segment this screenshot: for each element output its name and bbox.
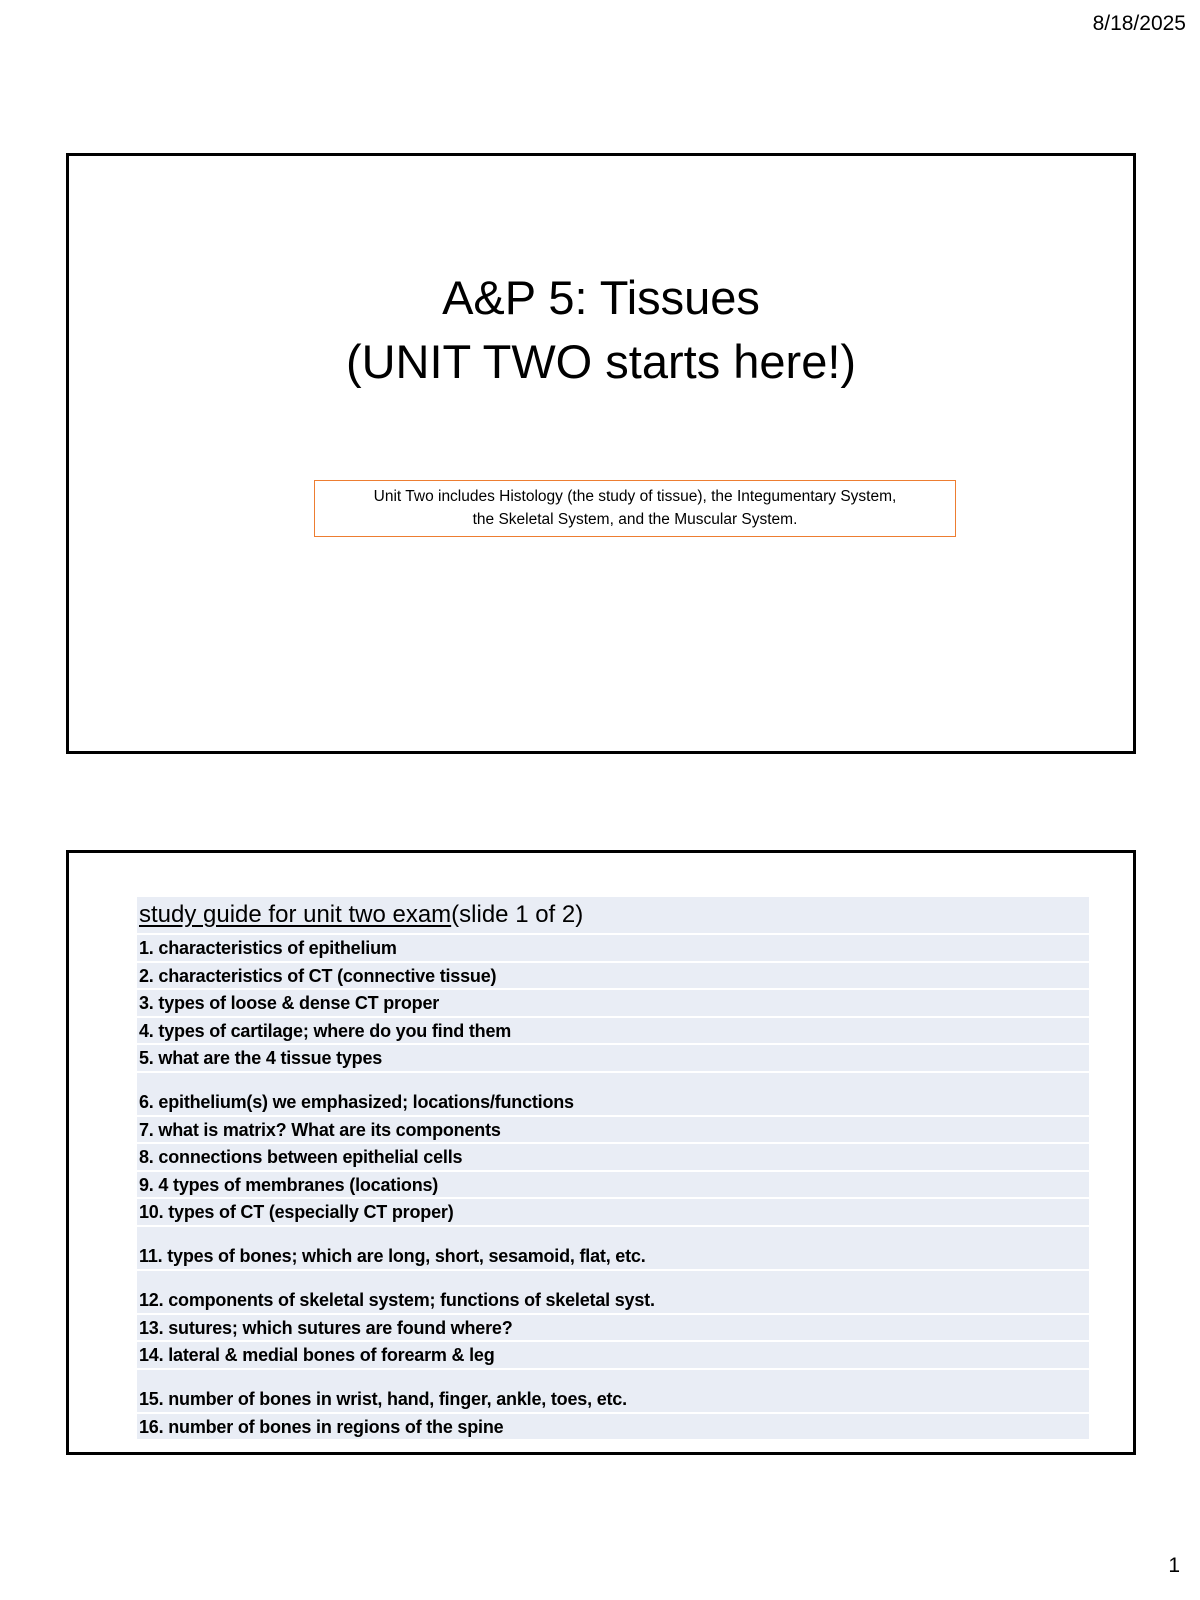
study-guide-heading: study guide for unit two exam — [139, 901, 452, 928]
study-guide-table — [137, 897, 1089, 1441]
slide-title-line-2: (UNIT TWO starts here!) — [345, 335, 857, 388]
study-guide-header — [137, 897, 1089, 935]
study-guide-item: 9. 4 types of membranes (locations) — [137, 1172, 1089, 1200]
study-guide-item: 8. connections between epithelial cells — [137, 1144, 1089, 1172]
study-guide-item: 6. epithelium(s) we emphasized; locations/functions — [137, 1073, 1089, 1117]
study-guide-item: 13. sutures; which sutures are found where? — [137, 1315, 1089, 1343]
slide-title — [69, 266, 1133, 394]
page-number: 1 — [1168, 1554, 1180, 1577]
study-guide-item: 7. what is matrix? What are its components — [137, 1117, 1089, 1145]
study-guide-item: 1. characteristics of epithelium — [137, 935, 1089, 963]
slide-title-line-1: A&P 5: Tissues — [442, 271, 760, 324]
study-guide-item: 12. components of skeletal system; functions of skeletal syst. — [137, 1271, 1089, 1315]
slide-title-card — [66, 153, 1136, 754]
unit-description-line-2: the Skeletal System, and the Muscular System. — [472, 511, 798, 528]
print-date: 8/18/2025 — [1092, 12, 1186, 35]
study-guide-item: 16. number of bones in regions of the spine — [137, 1414, 1089, 1442]
study-guide-slide-count: (slide 1 of 2) — [451, 901, 584, 928]
study-guide-item: 14. lateral & medial bones of forearm & leg — [137, 1342, 1089, 1370]
study-guide-item: 5. what are the 4 tissue types — [137, 1045, 1089, 1073]
unit-description-box — [314, 480, 956, 537]
slide-study-guide — [66, 850, 1136, 1455]
study-guide-item: 10. types of CT (especially CT proper) — [137, 1199, 1089, 1227]
study-guide-item: 2. characteristics of CT (connective tissue) — [137, 963, 1089, 991]
study-guide-item: 4. types of cartilage; where do you find them — [137, 1018, 1089, 1046]
study-guide-item: 3. types of loose & dense CT proper — [137, 990, 1089, 1018]
study-guide-item: 11. types of bones; which are long, short, sesamoid, flat, etc. — [137, 1227, 1089, 1271]
study-guide-item: 15. number of bones in wrist, hand, finger, ankle, toes, etc. — [137, 1370, 1089, 1414]
unit-description-line-1: Unit Two includes Histology (the study of tissue), the Integumentary System, — [373, 488, 897, 505]
